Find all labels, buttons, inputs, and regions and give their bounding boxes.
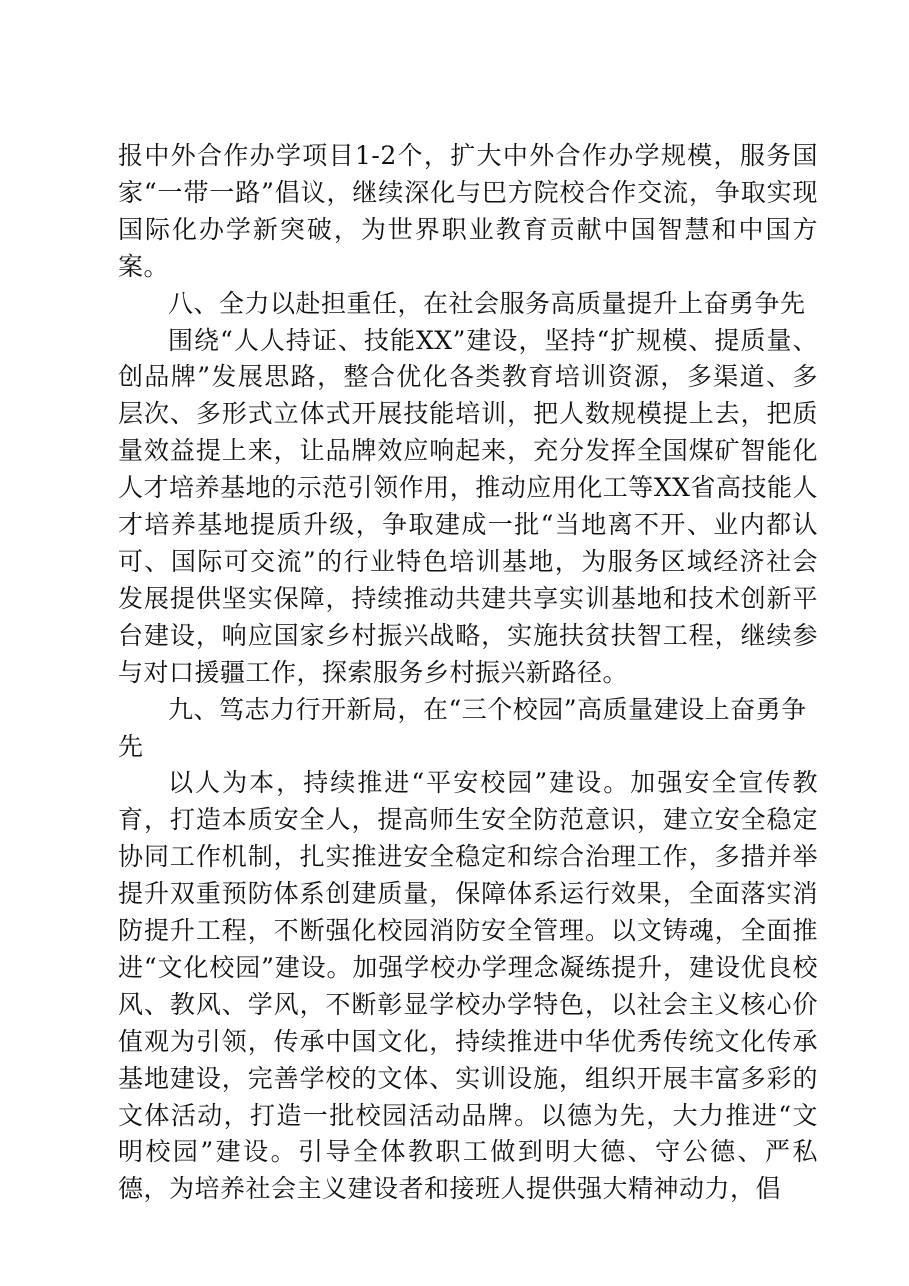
paragraph-three-campuses: 以人为本，持续推进“平安校园”建设。加强安全宣传教育，打造本质安全人，提高师生安全防范意识，建立安全稳定协同工作机制，扎实推进安全稳定和综合治理工作，多措并举提升双重预防体系创建质量，保障体系运行效果，全面落实消防提升工程，不断强化校园消防安全管理。以文铸魂，全面推进“文化校园”建设。加强学校办学理念凝练提升，建设优良校风、教风、学风，不断彰显学校办学特色，以社会主义核心价值观为引领，传承中国文化，持续推进中华优秀传统文化传承基地建设，完善学校的文体、实训设施，组织开展丰富多彩的文体活动，打造一批校园活动品牌。以德为先，大力推进“文明校园”建设。引导全体教职工做到明大德、守公德、严私德，为培养社会主义建设者和接班人提供强大精神动力，倡 [118,768,818,1204]
paragraph-social-service: 围绕“人人持证、技能XX”建设，坚持“扩规模、提质量、创品牌”发展思路，整合优化各类教育培训资源，多渠道、多层次、多形式立体式开展技能培训，把人数规模提上去，把质量效益提上来，让品牌效应响起来，充分发挥全国煤矿智能化人才培养基地的示范引领作用，推动应用化工等XX省高技能人才培养基地提质升级，争取建成一批“当地离不开、业内都认可、国际可交流”的行业特色培训基地，为服务区域经济社会发展提供坚实保障，持续推动共建共享实训基地和技术创新平台建设，响应国家乡村振兴战略，实施扶贫扶智工程，继续参与对口援疆工作，探索服务乡村振兴新路径。 [118,325,818,687]
section-heading-nine: 九、笃志力行开新局，在“三个校园”高质量建设上奋勇争先 [118,694,807,761]
section-heading-eight: 八、全力以赴担重任，在社会服务高质量提升上奋勇争先 [168,288,806,318]
document-body [118,138,818,1208]
paragraph-international-cooperation: 报中外合作办学项目1-2个，扩大中外合作办学规模，服务国家“一带一路”倡议，继续深化与巴方院校合作交流，争取实现国际化办学新突破，为世界职业教育贡献中国智慧和中国方案。 [118,141,818,281]
